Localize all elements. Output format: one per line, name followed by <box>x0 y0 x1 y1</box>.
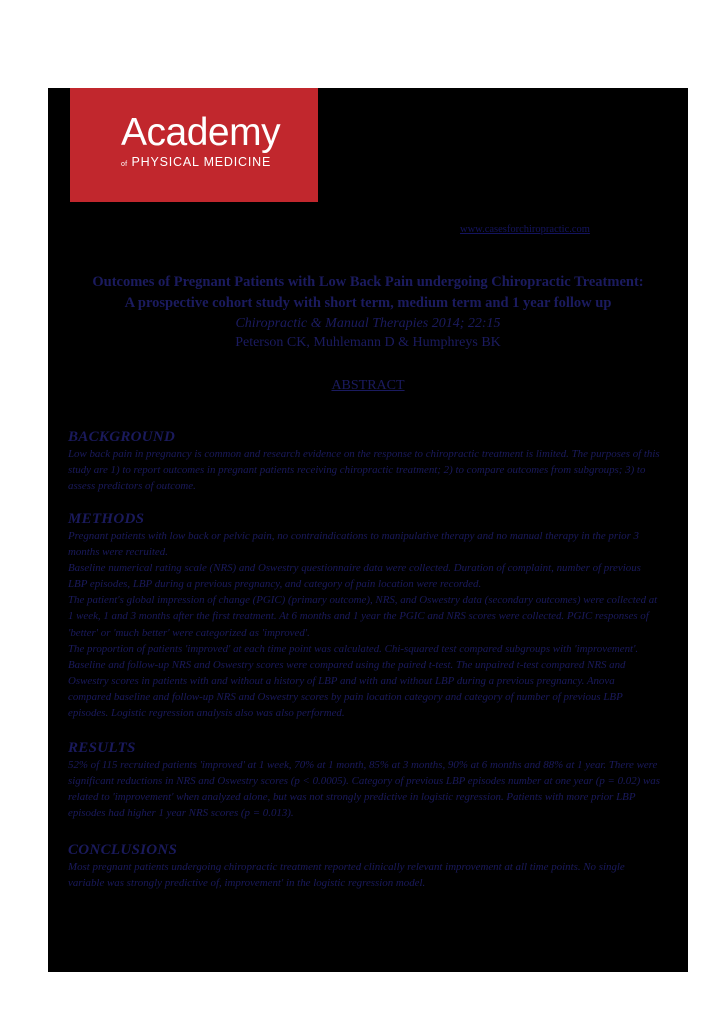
background-heading: BACKGROUND <box>68 429 176 445</box>
logo-subtitle <box>121 155 271 172</box>
methods-paragraph-4: The proportion of patients 'improved' at each time point was calculated. Chi-squared test compared subgroups with 'improvement'. Baseline and follow-up NRS and Oswestry scores were compared using the paired t-test. The unpaired t-test compared NRS and Oswestry scores in patients with and without a history of LBP and with and without LBP during a previous pregnancy. Anova compared baseline and follow-up NRS and Oswestry scores by pain location category and category of number of previous LBP episodes. Logistic regression analysis also was also performed. <box>68 642 639 720</box>
website-link[interactable]: www.casesforchiropractic.com <box>460 224 590 235</box>
methods-heading: METHODS <box>68 511 145 527</box>
methods-paragraph-2: Baseline numerical rating scale (NRS) and Oswestry questionnaire data were collected. Duration of complaint, number of previous LBP episodes, LBP during a previous pregnancy, and category of pain location were recorded. <box>68 562 641 591</box>
abstract-heading: ABSTRACT <box>331 378 405 393</box>
paper-title-line1: Outcomes of Pregnant Patients with Low Back Pain undergoing Chiropractic Treatment: <box>92 274 644 290</box>
citation: Chiropractic & Manual Therapies 2014; 22:15 <box>235 316 501 331</box>
paper-title-line2: A prospective cohort study with short term, medium term and 1 year follow up <box>124 295 612 311</box>
conclusions-heading: CONCLUSIONS <box>68 842 178 858</box>
methods-paragraph-1: Pregnant patients with low back or pelvic pain, no contraindications to manipulative therapy and no manual therapy in the prior 3 months were recruited. <box>68 530 639 559</box>
logo-wordmark: Academy <box>121 111 281 154</box>
academy-logo <box>70 88 318 202</box>
background-section <box>68 429 660 494</box>
authors: Peterson CK, Muhlemann D & Humphreys BK <box>235 335 501 350</box>
conclusions-text: Most pregnant patients undergoing chiropractic treatment reported clinically relevant improvement at all time points. No single variable was strongly predictive of, improvement' in the logistic regression model. <box>68 861 625 890</box>
background-text: Low back pain in pregnancy is common and research evidence on the response to chiropractic treatment is limited. The purposes of this study are 1) to report outcomes in pregnant patients receiving chiropractic treatment; 2) to compare outcomes from subgroups; 3) to assess predictors of outcome. <box>68 448 660 493</box>
results-heading: RESULTS <box>68 740 136 756</box>
methods-section <box>68 511 660 721</box>
conclusions-section <box>68 842 660 891</box>
methods-paragraph-3: The patient's global impression of change (PGIC) (primary outcome), NRS, and Oswestry data (secondary outcomes) were collected at 1 week, 1 and 3 months after the first treatment. At 6 months and 1 year the PGIC and NRS scores were collected. PGIC responses of 'better' or 'much better' were categorized as 'improved'. <box>68 594 658 639</box>
results-text: 52% of 115 recruited patients 'improved' at 1 week, 70% at 1 month, 85% at 3 months, 90% at 6 months and 88% at 1 year. There were significant reductions in NRS and Oswestry scores (p < 0.0005). Category of previous LBP episodes number at one year (p = 0.02) was related to 'improvement' when analyzed alone, but was not strongly predictive in logistic regression. Patients with more prior LBP episodes had higher 1 year NRS scores (p = 0.013). <box>68 759 660 820</box>
logo-subtitle-prefix: of <box>121 161 128 168</box>
results-section <box>68 740 660 821</box>
title-block <box>48 272 688 352</box>
logo-subtitle-main: PHYSICAL MEDICINE <box>131 155 272 169</box>
